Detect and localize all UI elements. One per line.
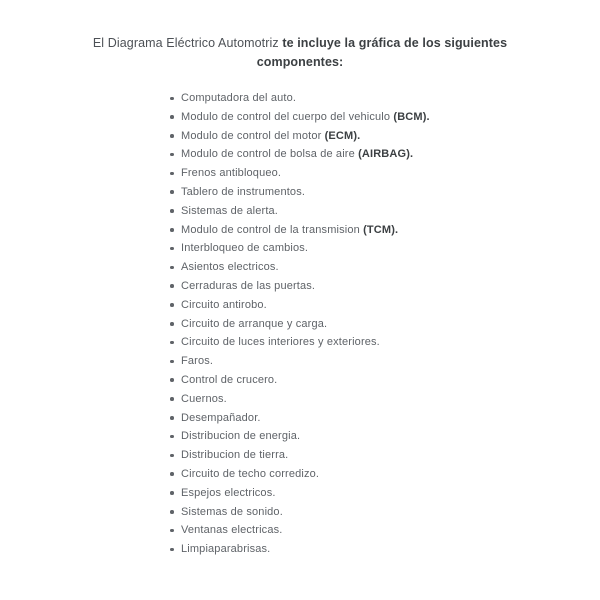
list-item-text: Cuernos. <box>181 392 227 405</box>
list-item <box>168 371 600 390</box>
list-item-text: Computadora del auto. <box>181 92 297 104</box>
list-item-text: Modulo de control del motor <box>181 129 325 142</box>
list-item-text: Ventanas electricas. <box>181 524 283 537</box>
list-item-text: Desempañador. <box>181 411 261 424</box>
list-item <box>168 521 600 540</box>
list-item <box>168 390 600 409</box>
list-item <box>168 427 600 446</box>
list-item <box>168 221 600 240</box>
list-item-text: Circuito de arranque y carga. <box>181 317 328 330</box>
list-item <box>168 89 600 108</box>
list-item-bold-text: (BCM). <box>393 110 430 123</box>
list-item-text: Control de crucero. <box>181 373 278 386</box>
list-item-text: Modulo de control del cuerpo del vehiculo <box>181 110 394 123</box>
list-item <box>168 258 600 277</box>
list-item-bold-text: (TCM). <box>363 223 399 236</box>
list-item-text: Frenos antibloqueo. <box>181 167 282 180</box>
list-item <box>168 202 600 221</box>
list-item <box>168 409 600 428</box>
list-item <box>168 239 600 258</box>
list-item <box>168 164 600 183</box>
list-item-bold-text: (AIRBAG). <box>358 148 414 161</box>
list-item-text: Circuito de luces interiores y exteriores. <box>181 336 380 349</box>
list-item-text: Sistemas de alerta. <box>181 204 279 217</box>
list-item-text: Faros. <box>181 355 214 368</box>
list-item-text: Circuito de techo corredizo. <box>181 467 320 480</box>
list-item <box>168 465 600 484</box>
list-item-text: Circuito antirobo. <box>181 298 267 311</box>
page-title-bold: te incluye la gráfica de los siguientes componentes: <box>256 36 508 69</box>
list-item-text: Interbloqueo de cambios. <box>181 242 309 255</box>
list-item <box>168 540 600 559</box>
list-item <box>168 333 600 352</box>
list-item-text: Tablero de instrumentos. <box>181 185 306 198</box>
list-item <box>168 296 600 315</box>
list-item <box>168 183 600 202</box>
list-item-text: Distribucion de tierra. <box>181 449 289 462</box>
list-item <box>168 446 600 465</box>
page-title <box>85 34 515 72</box>
list-item-text: Asientos electricos. <box>181 261 279 274</box>
list-item <box>168 484 600 503</box>
list-item <box>168 145 600 164</box>
list-item-text: Modulo de control de la transmision <box>181 223 364 236</box>
list-item <box>168 277 600 296</box>
list-item-text: Cerraduras de las puertas. <box>181 279 316 292</box>
components-list <box>168 89 600 559</box>
list-item <box>168 503 600 522</box>
list-item-text: Distribucion de energia. <box>181 430 301 443</box>
list-item-bold-text: (ECM). <box>324 129 361 142</box>
list-item-text: Sistemas de sonido. <box>181 505 283 518</box>
list-item <box>168 352 600 371</box>
list-item-text: Limpiaparabrisas. <box>181 543 271 556</box>
list-item <box>168 315 600 334</box>
page-title-regular: El Diagrama Eléctrico Automotriz <box>92 36 283 50</box>
list-item <box>168 108 600 127</box>
list-item <box>168 127 600 146</box>
list-item-text: Espejos electricos. <box>181 486 276 499</box>
list-item-text: Modulo de control de bolsa de aire <box>181 148 359 161</box>
